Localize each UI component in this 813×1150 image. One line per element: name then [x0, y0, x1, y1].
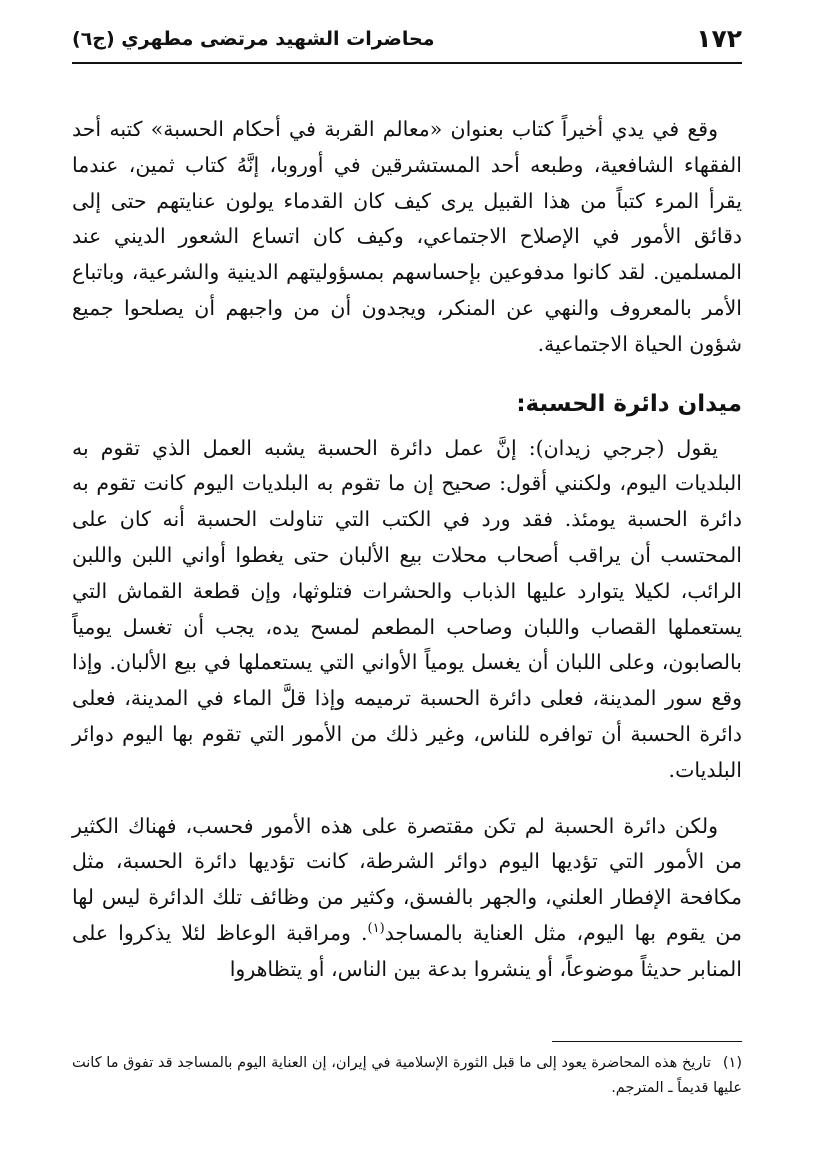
footnote-marker: (١) [722, 1055, 742, 1071]
footnote-reference[interactable]: (١) [367, 921, 385, 937]
running-title: محاضرات الشهيد مرتضى مطهري (ج٦) [72, 28, 435, 50]
book-page [72, 20, 742, 1130]
paragraph-3-text-start: ولكن دائرة الحسبة لم تكن مقتصرة على هذه الأمور فحسب، فهناك الكثير من الأمور التي تؤديها اليوم دوائر الشرطة، كانت تؤديها دائرة الحسبة، مثل مكافحة الإفطار العلني، والجهر بالفسق، وكثير من وظائف تلك الدائرة ليس لها من يقوم بها اليوم، مثل العناية بالمساجد [72, 813, 742, 945]
paragraph-3-text-end: . ومراقبة الوعاظ لئلا يذكروا على المنابر حديثاً موضوعاً، أو ينشروا بدعة بين الناس، أو يتظاهروا [72, 920, 742, 981]
body-paragraph-2: يقول (جرجي زيدان): إنَّ عمل دائرة الحسبة يشبه العمل الذي تقوم به البلديات اليوم، ولكنني أقول: صحيح إن ما تقوم به البلديات اليوم كانت تقوم به دائرة الحسبة يومئذ. فقد ورد في الكتب التي تناولت الحسبة أنه كان على المحتسب أن يراقب أصحاب محلات بيع الألبان حتى يغطوا أواني اللبن واللبن الرائب، لكيلا يتوارد عليها الذباب والحشرات فتلوثها، وإن قطعة القماش التي يستعملها القصاب واللبان وصاحب المطعم لمسح يده، يجب أن تغسل يومياً بالصابون، وعلى اللبان أن يغسل يومياً الأواني التي يستعملها في بيع الألبان. وإذا وقع سور المدينة، فعلى دائرة الحسبة ترميمه وإذا قلَّ الماء في المدينة، فعلى دائرة الحسبة أن توافره للناس، وغير ذلك من الأمور التي تقوم بها اليوم دوائر البلديات. [72, 435, 742, 782]
body-paragraph-3 [72, 809, 742, 988]
footnote [72, 1051, 742, 1101]
footnote-divider [552, 1041, 742, 1042]
running-header [72, 20, 742, 64]
footnote-text: تاريخ هذه المحاضرة يعود إلى ما قبل الثورة الإسلامية في إيران، إن العناية اليوم بالمساجد قد تفوق ما كانت عليها قديماً ـ المترجم. [72, 1055, 742, 1096]
body-paragraph-1: وقع في يدي أخيراً كتاب بعنوان «معالم القربة في أحكام الحسبة» كتبه أحد الفقهاء الشافعية، وطبعه أحد المستشرقين في أوروبا، إنَّهُ كتاب ثمين، عندما يقرأ المرء كتباً من هذا القبيل يرى كيف كان القدماء يولون عنايتهم حتى إلى دقائق الأمور في الإصلاح الاجتماعي، وكيف كان اتساع الشعور الديني عند المسلمين. لقد كانوا مدفوعين بإحساسهم بمسؤوليتهم الدينية والشرعية، وباتباع الأمر بالمعروف والنهي عن المنكر، ويجدون أن من واجبهم أن يصلحوا جميع شؤون الحياة الاجتماعية. [72, 117, 742, 356]
section-heading: ميدان دائرة الحسبة: [516, 390, 742, 417]
page-number: ١٧٢ [696, 24, 742, 53]
